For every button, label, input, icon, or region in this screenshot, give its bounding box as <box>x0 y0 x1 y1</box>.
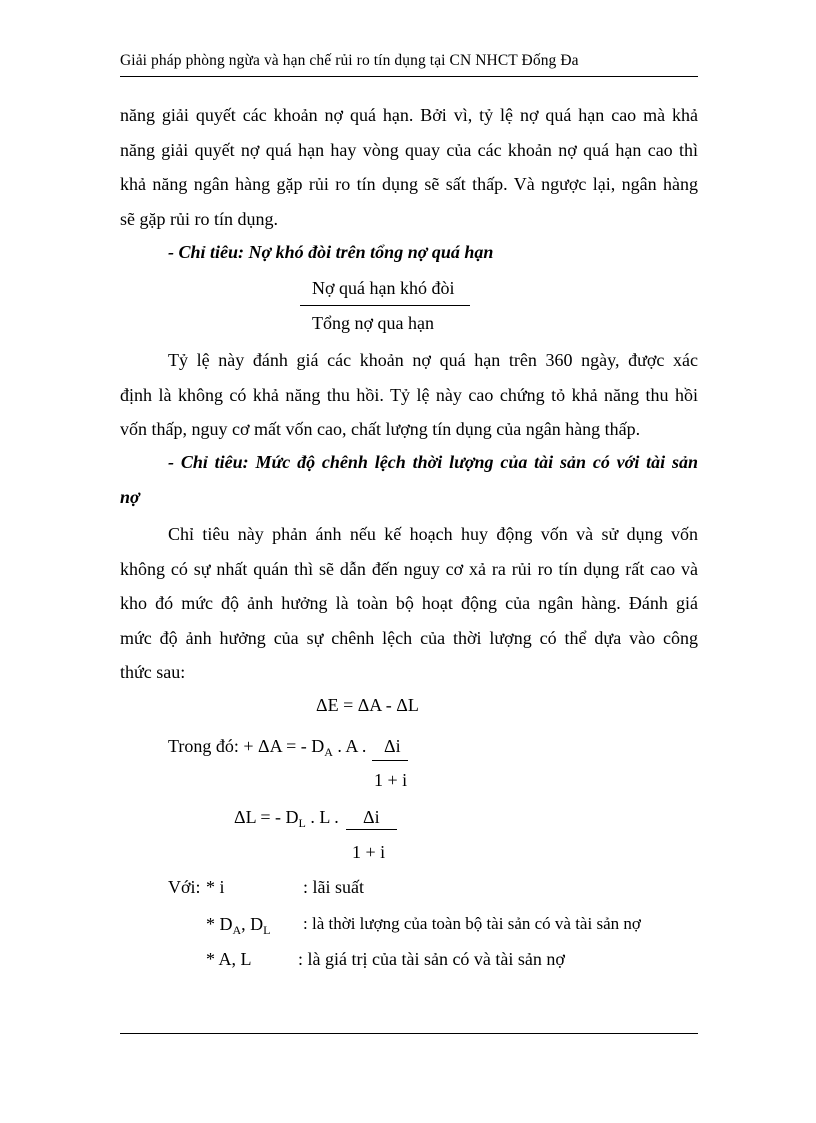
text-line: Tỷ lệ này đánh giá các khoản nợ quá hạn trên 360 ngày, được xác <box>168 350 698 370</box>
fraction-bar <box>372 760 408 761</box>
legend-description: : là thời lượng của toàn bộ tài sản có và tài sản nợ <box>303 914 641 933</box>
section-heading-continuation: nợ <box>120 487 140 507</box>
header-rule <box>120 76 698 77</box>
text-line: vốn thấp, nguy cơ mất vốn cao, chất lượng tín dụng của ngân hàng thấp. <box>120 419 641 439</box>
fraction-numerator: Nợ quá hạn khó đòi <box>312 278 455 298</box>
fraction-numerator: Δi <box>384 736 401 756</box>
legend-symbol-text: , D <box>241 914 264 934</box>
fraction-bar <box>300 305 470 306</box>
footer-rule <box>120 1033 698 1034</box>
section-heading: - Chỉ tiêu: Nợ khó đòi trên tổng nợ quá hạn <box>168 242 494 262</box>
text-line: định là không có khả năng thu hồi. Tỷ lệ này cao chứng tỏ khả năng thu hồi <box>120 384 698 405</box>
intro-paragraph <box>120 98 698 236</box>
legend-symbol: * i <box>206 877 225 897</box>
formula-main: ΔE = ΔA - ΔL <box>316 695 419 715</box>
formula-delta-a <box>168 736 366 760</box>
legend-description: : lãi suất <box>303 877 364 897</box>
section2-paragraph <box>120 517 698 690</box>
formula-term: . A . <box>337 736 367 756</box>
formula-term: . L . <box>310 807 339 827</box>
fraction-numerator: Δi <box>363 807 380 827</box>
text-line: thức sau: <box>120 662 186 682</box>
legend-description: : là giá trị của tài sản có và tài sản nợ <box>298 949 565 969</box>
fraction-denominator: Tổng nợ qua hạn <box>312 313 434 333</box>
subscript: L <box>298 816 306 830</box>
formula-label: ΔL = - D <box>234 807 299 827</box>
formula-label: Trong đó: + ΔA = - D <box>168 736 325 756</box>
subscript: A <box>324 745 333 759</box>
text-line: năng giải quyết các khoản nợ quá hạn. Bởi vì, tỷ lệ nợ quá hạn cao mà khả <box>120 105 698 125</box>
section1-paragraph <box>120 343 698 447</box>
fraction-denominator: 1 + i <box>352 842 386 862</box>
formula-delta-l <box>234 807 339 831</box>
subscript: L <box>263 923 271 937</box>
legend-symbol-text: * D <box>206 914 233 934</box>
subscript: A <box>232 923 242 937</box>
fraction-bar <box>346 829 397 830</box>
text-line: Chỉ tiêu này phản ánh nếu kế hoạch huy động vốn và sử dụng vốn <box>168 524 698 544</box>
legend-label: Với: <box>168 877 201 897</box>
legend-symbol <box>206 914 271 938</box>
fraction-denominator: 1 + i <box>374 770 408 790</box>
legend-symbol: * A, L <box>206 949 252 969</box>
text-line: không có sự nhất quán thì sẽ dẫn đến nguy cơ xả ra rủi ro tín dụng rất cao và <box>120 558 698 579</box>
page-header-title: Giải pháp phòng ngừa và hạn chế rủi ro tín dụng tại CN NHCT Đống Đa <box>120 52 579 69</box>
text-line: năng giải quyết nợ quá hạn hay vòng quay của các khoản nợ quá hạn cao thì <box>120 139 698 160</box>
text-line: sẽ gặp rủi ro tín dụng. <box>120 208 278 229</box>
section-heading: - Chỉ tiêu: Mức độ chênh lệch thời lượng của tài sản có với tài sản <box>168 452 698 472</box>
text-line: kho đó mức độ ảnh hưởng là toàn bộ hoạt động của ngân hàng. Đánh giá <box>120 593 698 613</box>
text-line: khả năng ngân hàng gặp rủi ro tín dụng sẽ sất thấp. Và ngược lại, ngân hàng <box>120 174 698 194</box>
text-line: mức độ ảnh hưởng của sự chênh lệch của thời lượng có thể dựa vào công <box>120 627 698 648</box>
